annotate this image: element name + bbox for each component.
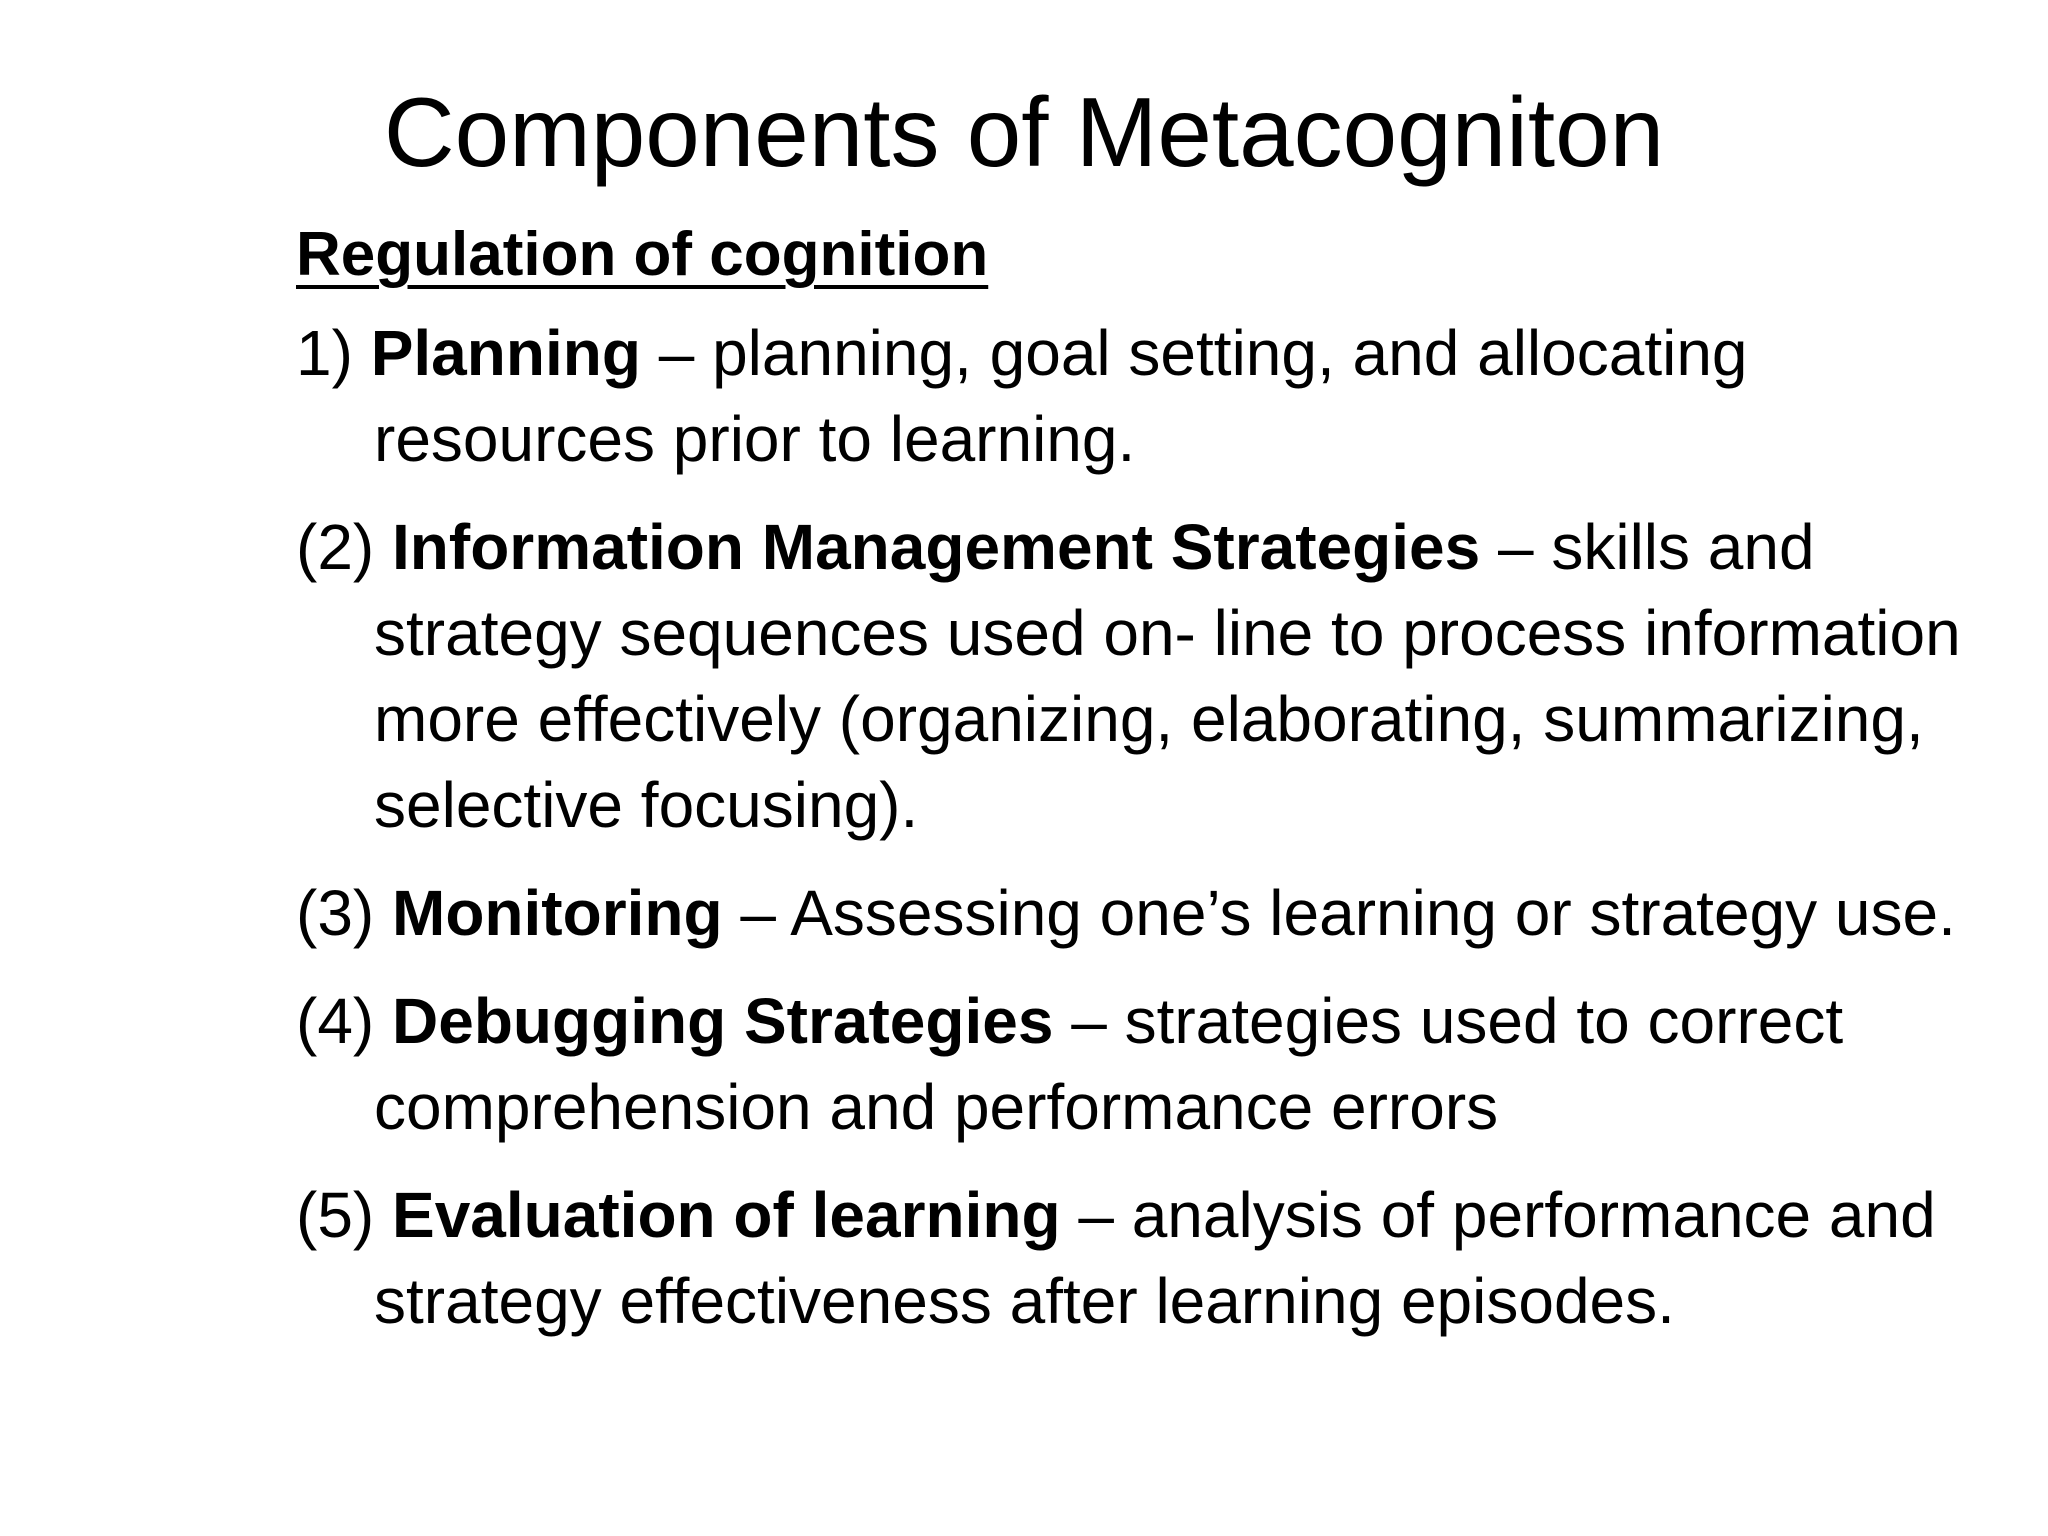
slide-body (296, 210, 2016, 1366)
item-term: Information Management Strategies (392, 511, 1481, 583)
item-term: Planning (370, 317, 641, 389)
item-number: (2) (296, 511, 375, 583)
item-description: planning, goal setting, and allocating resources prior to learning. (374, 317, 1748, 475)
item-separator: – (658, 317, 695, 389)
list-item-monitoring (296, 870, 2016, 956)
slide-title: Components of Metacogniton (383, 77, 1665, 187)
item-separator: – (740, 877, 776, 949)
list-item-debugging (296, 978, 2016, 1150)
item-separator: – (1071, 985, 1107, 1057)
item-number: (4) (296, 985, 375, 1057)
item-term: Debugging Strategies (392, 985, 1054, 1057)
item-separator: – (1078, 1179, 1114, 1251)
item-description: analysis of performance and strategy effectiveness after learning episodes. (374, 1179, 1936, 1337)
item-number: 1) (296, 317, 353, 389)
item-description: strategies used to correct comprehension and performance errors (374, 985, 1844, 1143)
item-term: Evaluation of learning (392, 1179, 1061, 1251)
item-separator: – (1497, 511, 1534, 583)
item-number: (5) (296, 1179, 375, 1251)
list-item-planning (296, 310, 2016, 482)
list-item-evaluation (296, 1172, 2016, 1344)
item-number: (3) (296, 877, 375, 949)
item-term: Monitoring (392, 877, 723, 949)
section-subheading: Regulation of cognition (296, 220, 989, 289)
item-description: skills and strategy sequences used on- line to process information more effectively (organizing, elaborating, summarizing, selective focusing). (374, 511, 1961, 841)
list-item-information-management (296, 504, 2016, 848)
item-description: Assessing one’s learning or strategy use. (790, 877, 1956, 949)
